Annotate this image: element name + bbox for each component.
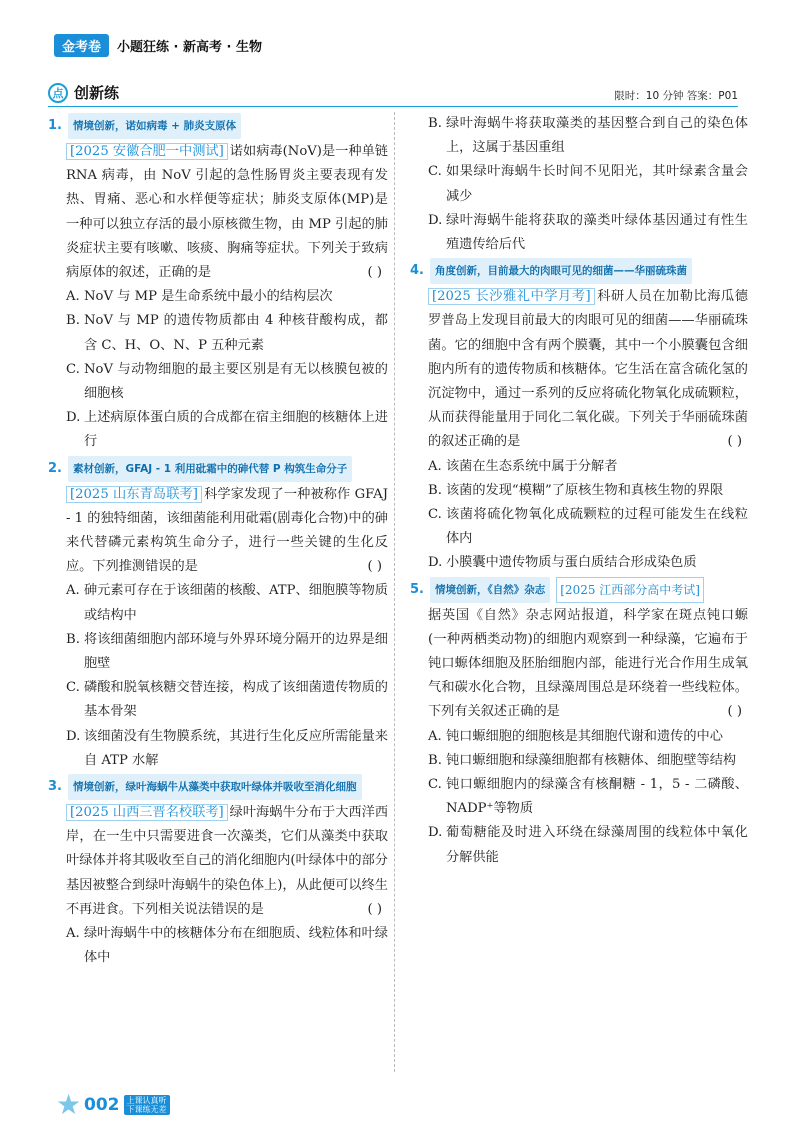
question-stem: [2025 山西三晋名校联考] 绿叶海蜗牛分布于大西洋西岸，在一生中只需要进食一次藻类，它们从藻类中获取叶绿体并将其吸收至自己的消化细胞内(叶绿体中的部分基因被整合到绿叶海蜗牛的染色体上)，从此便可以终生不再进食。下列相关说法错误的是 ( ) <box>66 801 388 922</box>
option: B. 钝口螈细胞和绿藻细胞都有核糖体、细胞壁等结构 <box>428 752 737 768</box>
answer-paren: ( ) <box>727 434 742 450</box>
question-stem: [2025 山东青岛联考] 科学家发现了一种被称作 GFAJ - 1 的独特细菌，该细菌能利用砒霜(剧毒化合物)中的砷来代替磷元素构筑生命分子，进行一些关键的生化反应。下列推测错误的是 ( ) <box>66 483 388 580</box>
page-number: 002 <box>84 1095 120 1115</box>
section-meta: 限时：10 分钟 答案：P01 <box>614 90 738 102</box>
star-icon: ★ <box>56 1088 82 1121</box>
option: B. 将该细菌细胞内部环境与外界环境分隔开的边界是细胞壁 <box>66 631 388 672</box>
answer-paren: ( ) <box>367 559 382 575</box>
option: D. 该细菌没有生物膜系统，其进行生化反应所需能量来自 ATP 水解 <box>66 728 388 768</box>
option: D. 葡萄糖能及时进入环绕在绿藻周围的线粒体中氧化分解供能 <box>428 825 748 865</box>
question-source: [2025 山西三晋名校联考] <box>66 804 228 821</box>
section-rule <box>48 106 738 107</box>
question-number: 4. <box>410 263 424 279</box>
question-number: 1. <box>48 117 62 133</box>
brand-badge: 金考卷 <box>54 34 109 57</box>
question-number: 5. <box>410 581 424 597</box>
column-divider <box>394 112 395 1072</box>
answer-paren: ( ) <box>367 265 382 281</box>
question-stem: [2025 长沙雅礼中学月考] 科研人员在加勒比海瓜德罗普岛上发现目前最大的肉眼可见的细菌——华丽硫珠菌。它的细胞中含有两个膜囊，其中一个小膜囊包含细胞内所有的遗传物质和核糖体。它生活在富含硫化氢的沉淀物中，通过一系列的反应将硫化物氧化成硫颗粒，从而获得能量用于同化二氧化碳。下列关于华丽硫珠菌的叙述正确的是 ( ) <box>428 285 748 454</box>
option: B. 该菌的发现“模糊”了原核生物和真核生物的界限 <box>428 482 724 498</box>
answer-paren: ( ) <box>367 901 382 917</box>
question-source: [2025 长沙雅礼中学月考] <box>428 288 595 305</box>
question-number: 3. <box>48 778 62 794</box>
question-source: [2025 山东青岛联考] <box>66 486 202 503</box>
option: D. 上述病原体蛋白质的合成都在宿主细胞的核糖体上进行 <box>66 410 388 450</box>
series-title: 小题狂练 · 新高考 · 生物 <box>117 39 262 55</box>
question-header <box>410 259 748 283</box>
option: D. 绿叶海蜗牛能将获取的藻类叶绿体基因通过有性生殖遗传给后代 <box>428 212 748 253</box>
question-source: [2025 江西部分高中考试] <box>556 577 704 603</box>
question-stem: [2025 安徽合肥一中测试] 诺如病毒(NoV)是一种单链 RNA 病毒，由 NoV 引起的急性肠胃炎主要表现有发热、胃痛、恶心和水样便等症状；肺炎支原体(MP)是一种可以独立存活的最小原核微生物，由 MP 引起的肺炎症状主要有咳嗽、咳痰、胸痛等症状。下列关于致病病原体的叙述，正确的是 ( ) <box>66 140 388 285</box>
question-tag: 情境创新，绿叶海蜗牛从藻类中获取叶绿体并吸收至消化细胞 <box>68 774 362 800</box>
option: B. NoV 与 MP 的遗传物质都由 4 种核苷酸构成，都含 C、H、O、N、P 五种元素 <box>66 313 388 353</box>
option: D. 小膜囊中遗传物质与蛋白质结合形成染色质 <box>428 555 697 571</box>
section-title: 创新练 <box>74 84 120 102</box>
question-tag: 情境创新，诺如病毒 + 肺炎支原体 <box>68 113 241 139</box>
option: A. 绿叶海蜗牛中的核糖体分布在细胞质、线粒体和叶绿体中 <box>66 926 388 966</box>
left-column <box>48 112 388 971</box>
footer-slogan: 上课认真听 下课练无差 <box>124 1095 170 1115</box>
option: A. NoV 与 MP 是生命系统中最小的结构层次 <box>66 289 333 305</box>
option: C. NoV 与动物细胞的最主要区别是有无以核膜包被的细胞核 <box>66 361 388 402</box>
option: A. 砷元素可存在于该细菌的核酸、ATP、细胞膜等物质或结构中 <box>66 583 388 623</box>
option: A. 钝口螈细胞的细胞核是其细胞代谢和遗传的中心 <box>428 728 723 744</box>
page-header <box>54 34 262 56</box>
question-header <box>48 114 388 138</box>
section-icon: 点 <box>48 83 68 103</box>
question-tag: 情境创新，《自然》杂志 <box>430 577 550 603</box>
question-header <box>410 578 748 602</box>
answer-paren: ( ) <box>727 704 742 720</box>
option: C. 该菌将硫化物氧化成硫颗粒的过程可能发生在线粒体内 <box>428 507 748 547</box>
option: B. 绿叶海蜗牛将获取藻类的基因整合到自己的染色体上，这属于基因重组 <box>428 116 748 156</box>
page-footer <box>56 1090 170 1120</box>
option: C. 钝口螈细胞内的绿藻含有核酮糖 - 1，5 - 二磷酸、NADP⁺等物质 <box>428 777 748 817</box>
section-heading <box>48 82 119 103</box>
question-number: 2. <box>48 460 62 476</box>
question-header <box>48 457 388 481</box>
option: A. 该菌在生态系统中属于分解者 <box>428 458 618 474</box>
question-header <box>48 775 388 799</box>
question-tag: 素材创新，GFAJ - 1 利用砒霜中的砷代替 P 构筑生命分子 <box>68 456 352 482</box>
right-column <box>410 112 748 870</box>
question-tag: 角度创新，目前最大的肉眼可见的细菌——华丽硫珠菌 <box>430 258 692 284</box>
option: C. 如果绿叶海蜗牛长时间不见阳光，其叶绿素含量会减少 <box>428 164 748 204</box>
question-source: [2025 安徽合肥一中测试] <box>66 143 228 160</box>
question-stem: 据英国《自然》杂志网站报道，科学家在斑点钝口螈(一种两栖类动物)的细胞内观察到一种绿藻，它遍布于钝口螈体细胞及胚胎细胞内部，能进行光合作用生成氧气和碳水化合物，且绿藻周围总是环绕着一些线粒体。下列有关叙述正确的是 ( ) <box>428 604 748 725</box>
option: C. 磷酸和脱氧核糖交替连接，构成了该细菌遗传物质的基本骨架 <box>66 680 388 720</box>
